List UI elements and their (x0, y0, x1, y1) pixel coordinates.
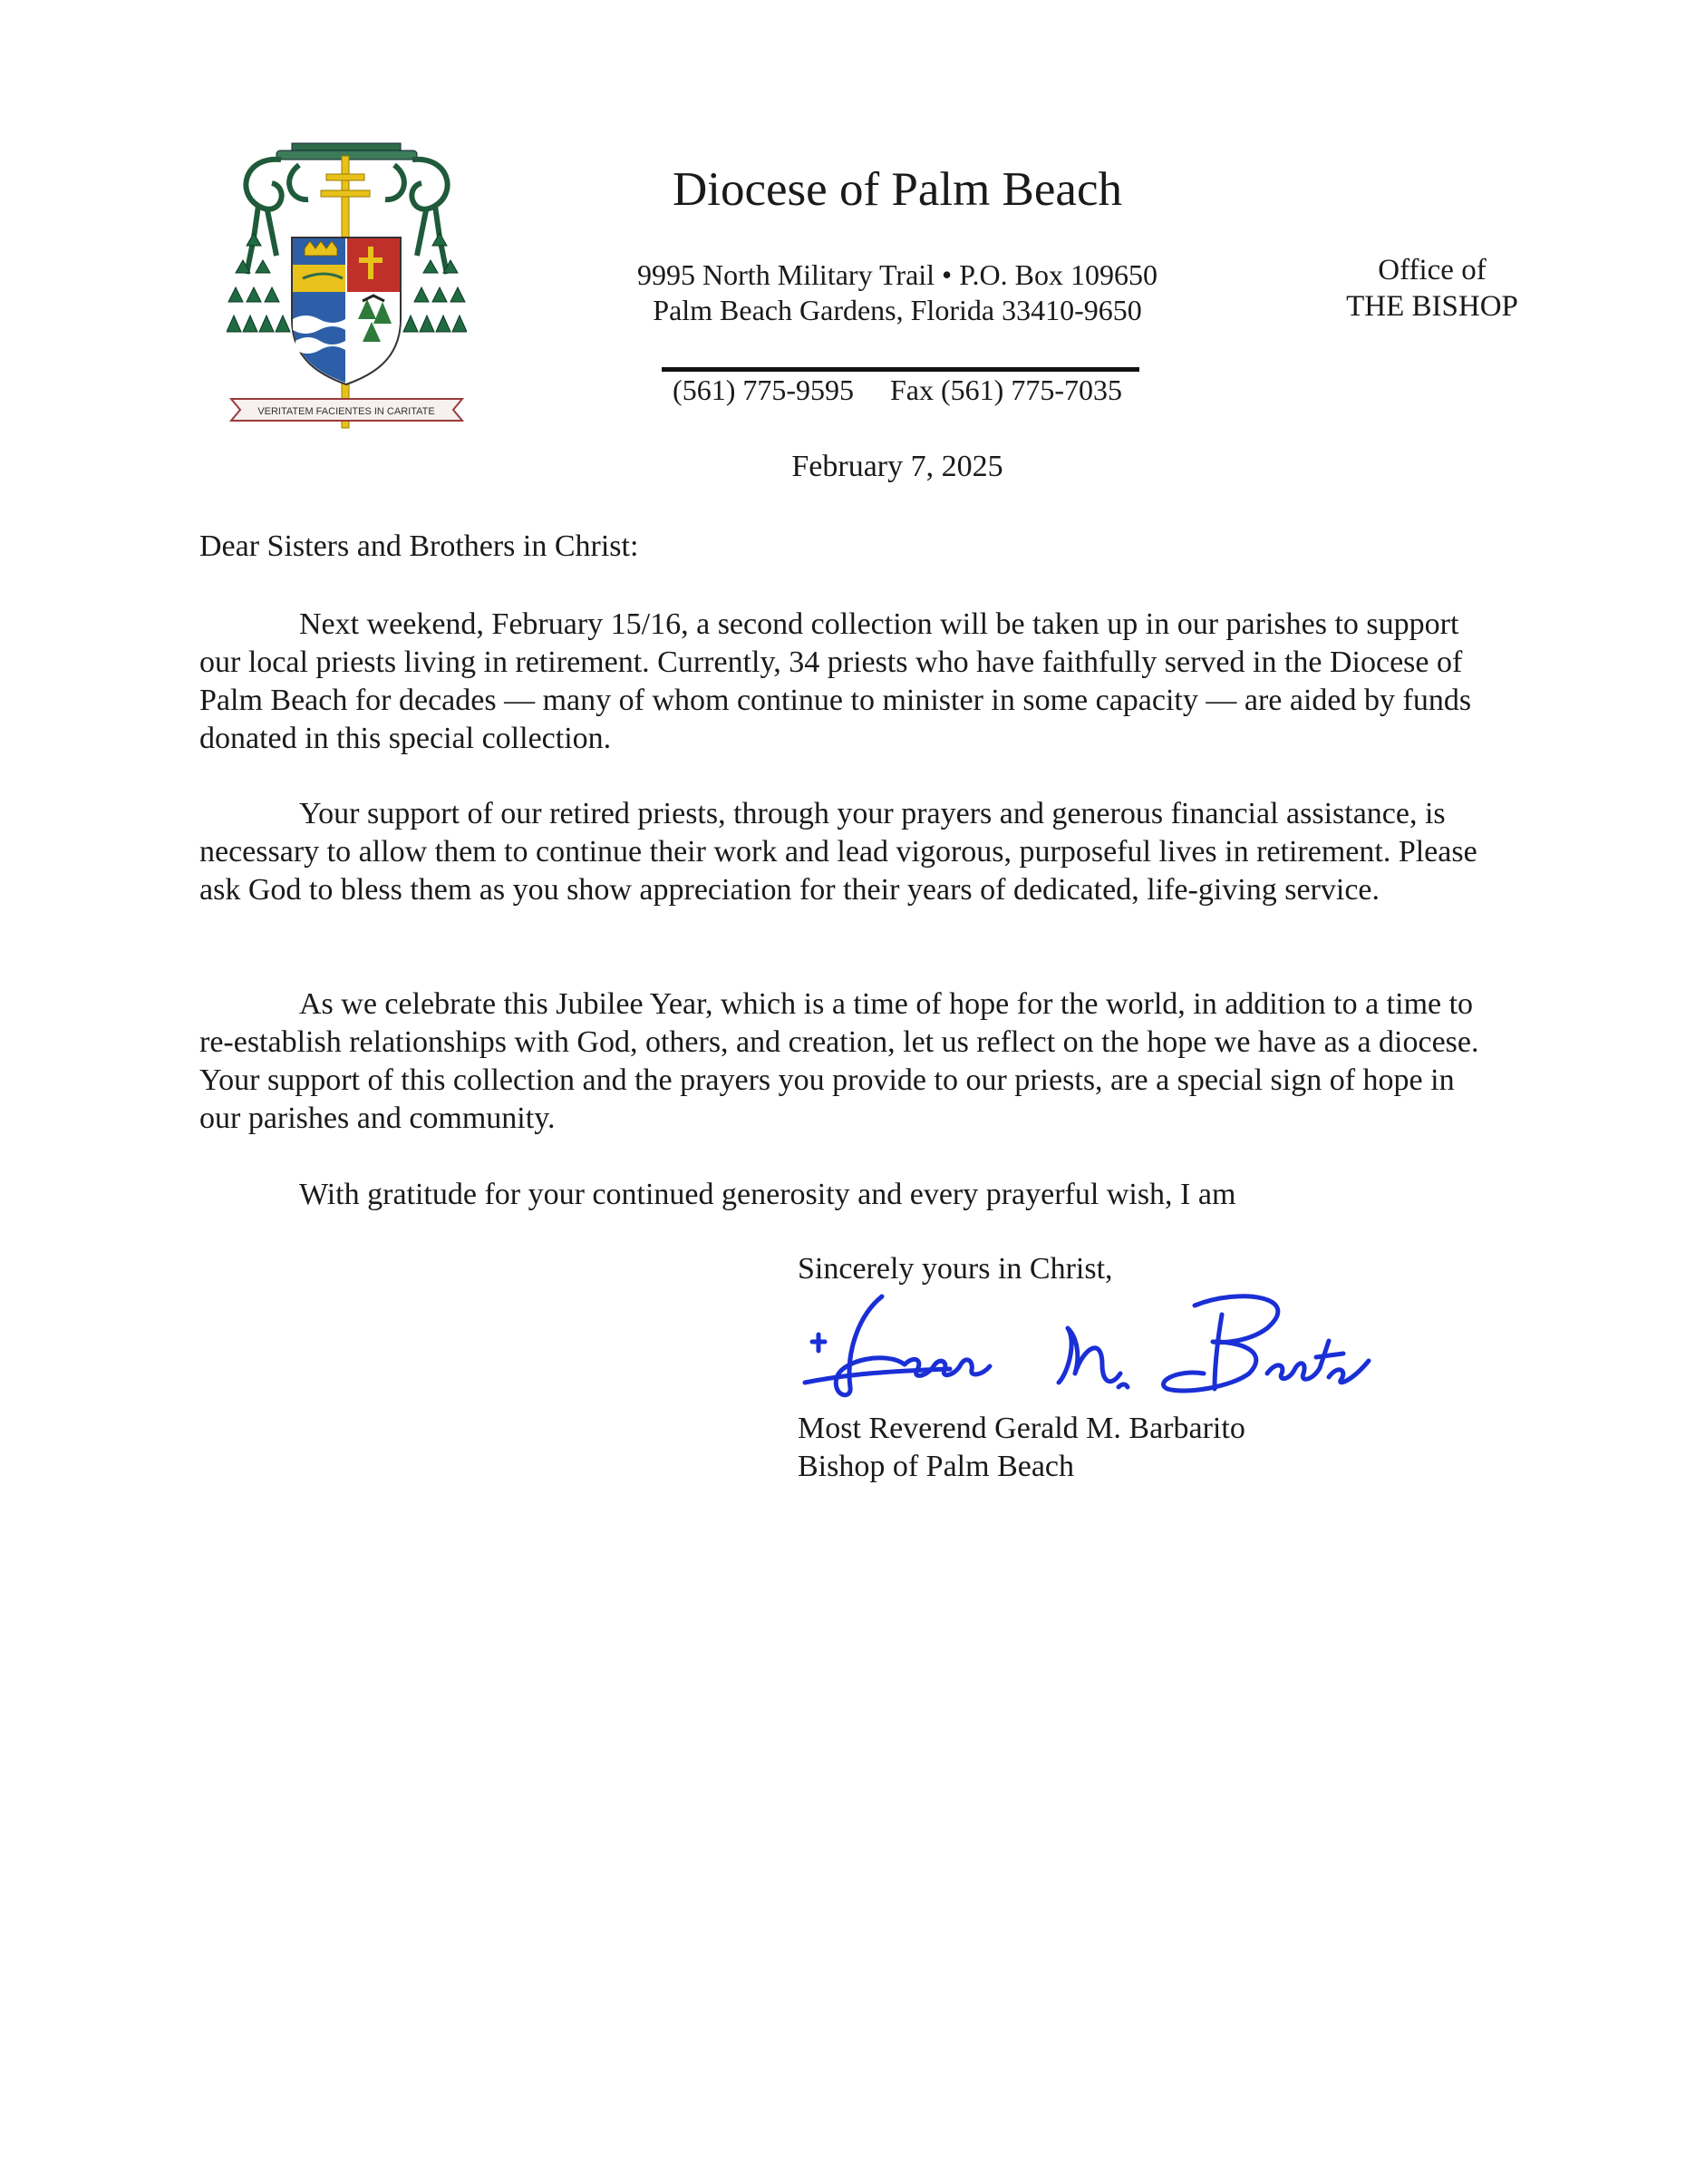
handwritten-signature (796, 1287, 1430, 1414)
letter-date: February 7, 2025 (791, 450, 1003, 483)
body-paragraph-2: Your support of our retired priests, through your prayers and generous financial assistance, is necessary to allow them to continue their work and lead vigorous, purposeful lives in retirement. Please ask God to bless them as you show appreciation for their years of dedicated, life-giving service. (199, 797, 1477, 907)
coat-of-arms-logo (227, 138, 467, 446)
organization-name: Diocese of Palm Beach (673, 163, 1122, 216)
phone-fax-line: (561) 775-9595 Fax (561) 775-7035 (673, 374, 1122, 406)
office-block (1305, 252, 1559, 325)
body-paragraph-3: As we celebrate this Jubilee Year, which is a time of hope for the world, in addition to a time to re-establish relationships with God, others, and creation, let us reflect on the hope we have as a diocese. Your support of this collection and the prayers you provide to our priests, are a special sign of hope in our parishes and community. (199, 987, 1479, 1135)
address-line-1: 9995 North Military Trail • P.O. Box 109650 (637, 258, 1157, 291)
body-paragraph-1: Next weekend, February 15/16, a second collection will be taken up in our parishes to support our local priests living in retirement. Currently, 34 priests who have faithfully served in the Diocese of Palm Beach for decades — many of whom continue to minister in some capacity — are aided by funds donated in this special collection. (199, 607, 1472, 755)
closing-line: Sincerely yours in Christ, (798, 1252, 1113, 1286)
svg-text:VERITATEM FACIENTES IN CARITAT: VERITATEM FACIENTES IN CARITATE (257, 406, 435, 417)
address-line-2: Palm Beach Gardens, Florida 33410-9650 (653, 294, 1142, 326)
office-line-2: THE BISHOP (1346, 290, 1518, 323)
signer-title: Bishop of Palm Beach (798, 1450, 1075, 1483)
body-paragraph-4: With gratitude for your continued generosity and every prayerful wish, I am (299, 1178, 1236, 1211)
office-line-1: Office of (1378, 254, 1487, 286)
salutation: Dear Sisters and Brothers in Christ: (199, 529, 639, 563)
letterhead-divider (662, 367, 1139, 372)
signer-name: Most Reverend Gerald M. Barbarito (798, 1412, 1245, 1445)
